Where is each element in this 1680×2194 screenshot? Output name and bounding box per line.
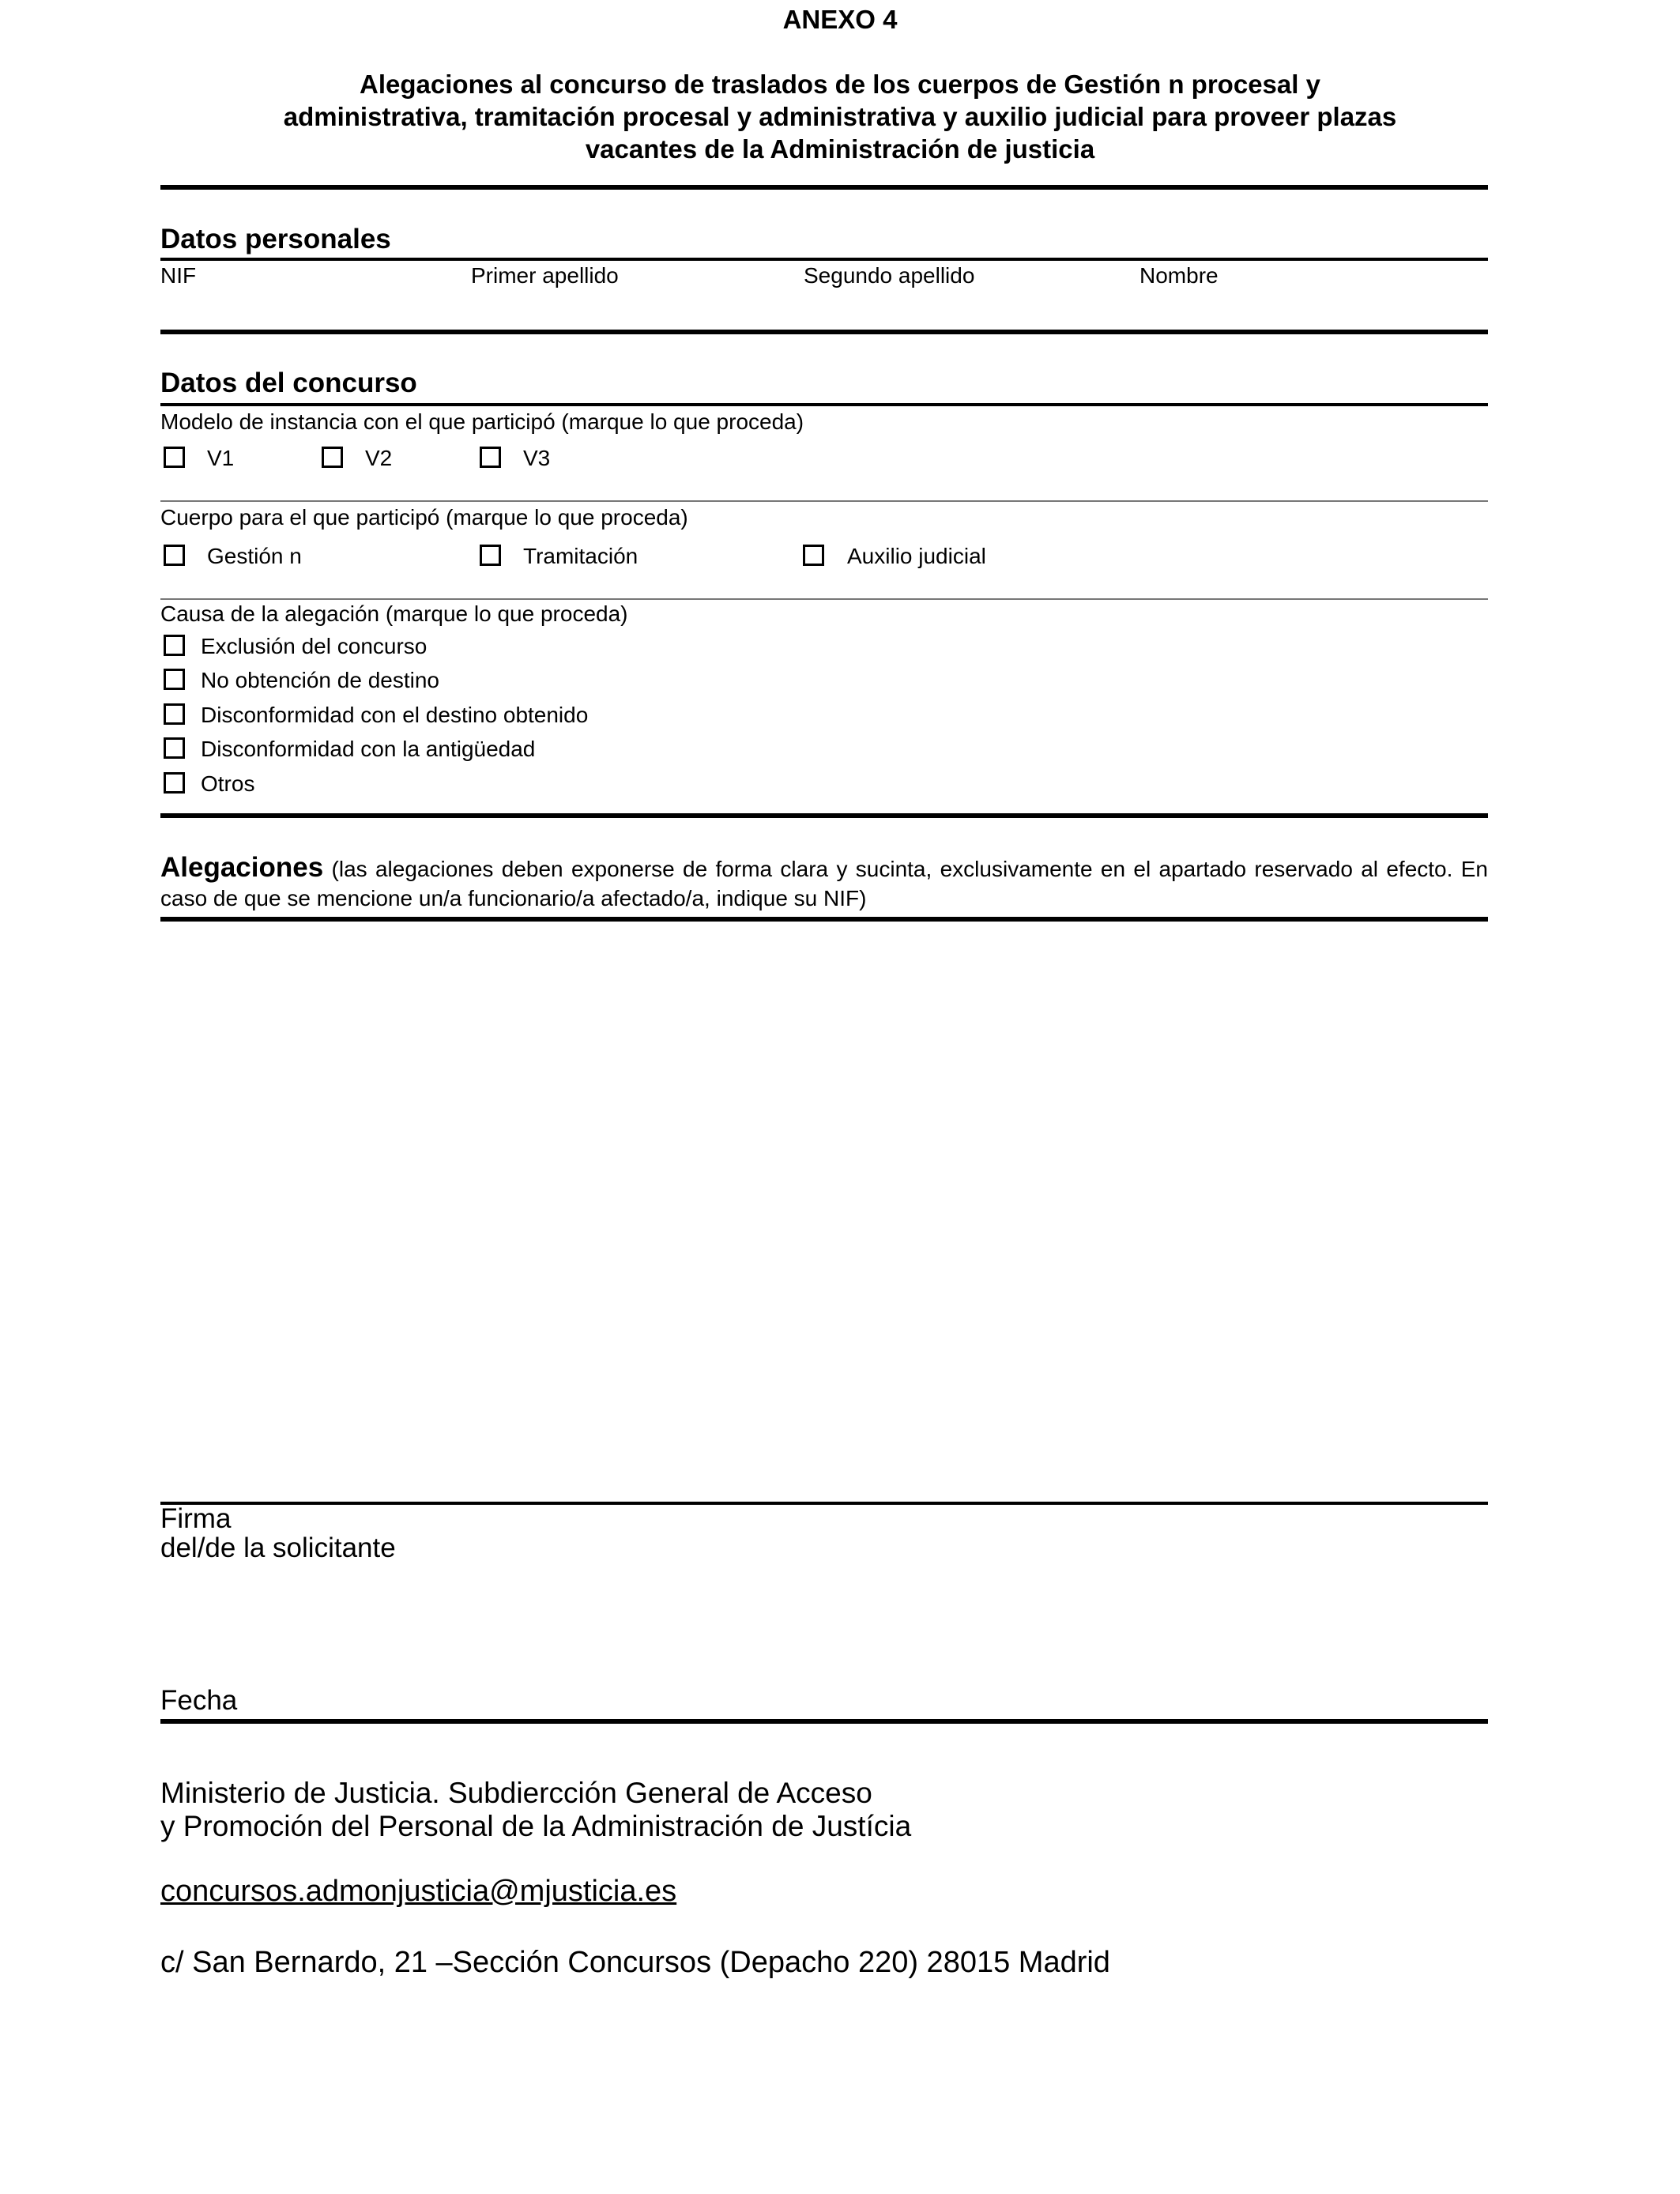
header-divider [160, 185, 1488, 190]
contest-bottom-rule [160, 813, 1488, 818]
checkbox-auxilio[interactable] [803, 545, 824, 566]
option-auxilio-label: Auxilio judicial [847, 544, 986, 568]
option-v1-label: V1 [207, 446, 235, 470]
checkbox-v1[interactable] [164, 447, 185, 468]
option-gestion-label: Gestión n [207, 544, 302, 568]
date-rule [160, 1719, 1488, 1724]
allegations-text-area[interactable] [160, 925, 1488, 1494]
model-label: Modelo de instancia con el que participó (marque lo que proceda) [160, 409, 804, 434]
date-label: Fecha [160, 1685, 238, 1716]
document-title [0, 68, 1680, 165]
option-v2-label: V2 [365, 446, 393, 470]
signature-label-line1: Firma [160, 1503, 232, 1534]
signature-label-line2: del/de la solicitante [160, 1532, 396, 1563]
personal-data-heading: Datos personales [160, 224, 391, 254]
allegations-heading: Alegaciones [160, 852, 324, 883]
cause-exclusion-label: Exclusión del concurso [201, 634, 428, 658]
checkbox-v2[interactable] [322, 447, 343, 468]
second-surname-label: Segundo apellido [804, 263, 975, 288]
option-tramitacion-label: Tramitación [523, 544, 638, 568]
signature-rule [160, 1502, 1488, 1505]
checkbox-v3[interactable] [480, 447, 501, 468]
cause-otros-label: Otros [201, 771, 255, 796]
title-line-3: vacantes de la Administración de justicia [585, 134, 1095, 164]
footer-org-line1: Ministerio de Justicia. Subdiercción General de Acceso [160, 1777, 872, 1809]
footer-org-line2: y Promoción del Personal de la Administración de Justícia [160, 1810, 912, 1842]
name-label: Nombre [1139, 263, 1219, 288]
footer-email-link[interactable]: concursos.admonjusticia@mjusticia.es [160, 1875, 677, 1908]
cause-no-destino-label: No obtención de destino [201, 668, 439, 692]
checkbox-otros[interactable] [164, 772, 185, 794]
checkbox-disconformidad-antiguedad[interactable] [164, 737, 185, 759]
contest-data-rule [160, 403, 1488, 406]
footer-address: c/ San Bernardo, 21 –Sección Concursos (Depacho 220) 28015 Madrid [160, 1946, 1110, 1979]
cause-disconformidad-antiguedad-label: Disconformidad con la antigüedad [201, 737, 536, 761]
annex-title: ANEXO 4 [782, 5, 898, 34]
cause-label: Causa de la alegación (marque lo que proceda) [160, 601, 628, 626]
checkbox-no-destino[interactable] [164, 669, 185, 690]
nif-label: NIF [160, 263, 197, 288]
model-divider [160, 500, 1488, 502]
contest-data-heading: Datos del concurso [160, 368, 417, 398]
signature-area[interactable] [160, 1573, 1488, 1676]
body-label: Cuerpo para el que participó (marque lo que proceda) [160, 505, 688, 530]
allegations-rule [160, 917, 1488, 922]
cause-disconformidad-destino-label: Disconformidad con el destino obtenido [201, 703, 589, 727]
personal-data-bottom-rule [160, 330, 1488, 334]
allegations-note: (las alegaciones deben exponerse de forma clara y sucinta, exclusivamente en el apartado reservado al efecto. En caso de que se mencione un/a funcionario/a afectado/a, indique su NIF) [160, 857, 1488, 910]
allegations-header [160, 853, 1488, 913]
checkbox-disconformidad-destino[interactable] [164, 703, 185, 725]
option-v3-label: V3 [523, 446, 551, 470]
personal-data-rule [160, 258, 1488, 261]
checkbox-tramitacion[interactable] [480, 545, 501, 566]
checkbox-exclusion[interactable] [164, 635, 185, 656]
first-surname-label: Primer apellido [471, 263, 619, 288]
title-line-1: Alegaciones al concurso de traslados de los cuerpos de Gestión n procesal y [360, 70, 1320, 99]
title-line-2: administrativa, tramitación procesal y administrativa y auxilio judicial para proveer plazas [283, 102, 1397, 131]
checkbox-gestion[interactable] [164, 545, 185, 566]
body-divider [160, 598, 1488, 600]
